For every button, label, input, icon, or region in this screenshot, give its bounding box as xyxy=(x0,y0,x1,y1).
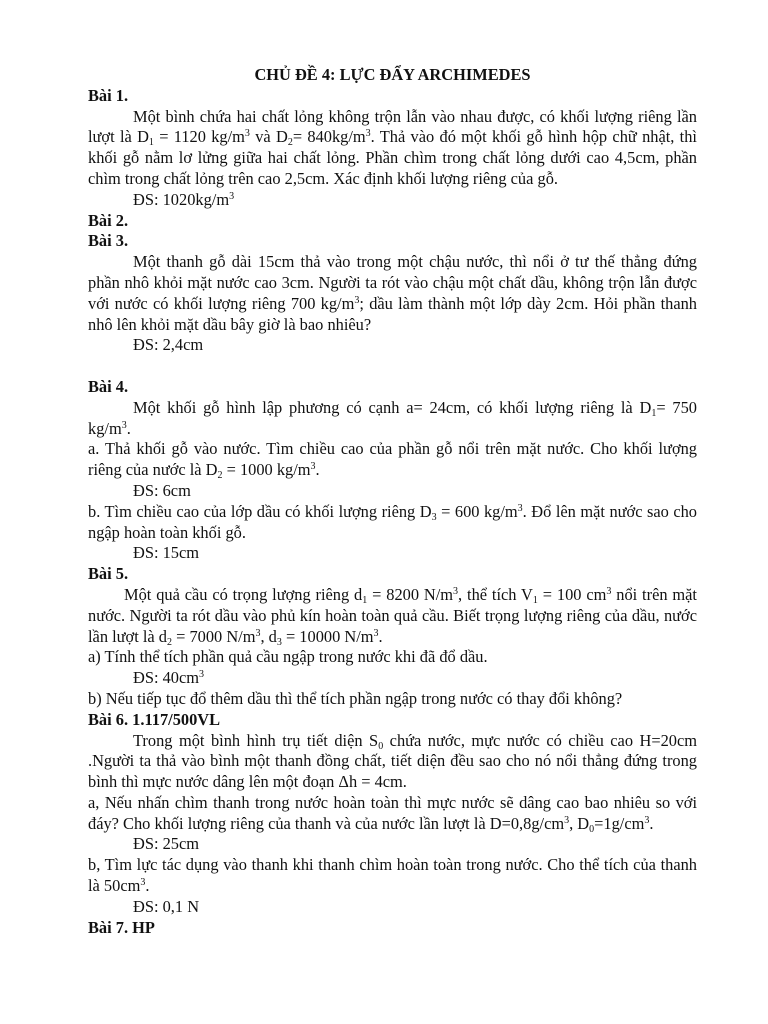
exercise-6-text: Trong một bình hình trụ tiết diện $S_0$ chứa nước, mực nước có chiều cao H=20cm .Người ta thả vào bình một thanh đồng chất, tiết diện đều sao cho nó nổi thẳng đứng trong bình thì mực nước dâng lên một đoạn Δh = 4cm. xyxy=(88,730,698,792)
exercise-3-heading: Bài 3. xyxy=(88,231,129,251)
exercise-4-answer-b: ĐS: 15cm xyxy=(133,543,200,563)
exercise-5-question-a: a) Tính thể tích phần quả cầu ngập trong nước khi đã đổ dầu. xyxy=(88,647,488,667)
exercise-6-answer-a: ĐS: 25cm xyxy=(133,834,200,854)
document-title: CHỦ ĐỀ 4: LỰC ĐẨY ARCHIMEDES xyxy=(254,65,531,84)
exercise-1-answer: ĐS: $1020kg/m^3$ xyxy=(133,189,235,209)
exercise-5-text: Một quả cầu có trọng lượng riêng $d_1 = 8200$ $N/m^3$, thể tích $V_1 = 100$ $cm^3$ nổi trên mặt nước. Người ta rót dầu vào phủ kín hoàn toàn quả cầu. Biết trọng lượng riêng của dầu, nước lần lượt là $d_2 = 7000$ $N/m^3$, $d_3 = 10000$ $N/m^3$. xyxy=(88,584,697,648)
blank-line xyxy=(88,356,697,377)
exercise-5-question-b: b) Nếu tiếp tục đổ thêm dầu thì thể tích phần ngập trong nước có thay đổi không? xyxy=(88,688,623,708)
exercise-7-heading: Bài 7. HP xyxy=(88,917,155,937)
exercise-4-heading: Bài 4. xyxy=(88,376,129,396)
exercise-4-part-a: a. Thả khối gỗ vào nước. Tìm chiều cao của phần gỗ nổi trên mặt nước. Cho khối lượng riêng của nước là $D_2 = 1000$ $kg/m^3$. xyxy=(88,439,697,482)
exercise-6-part-b: b, Tìm lực tác dụng vào thanh khi thanh chìm hoàn toàn trong nước. Cho thể tích của thanh là $50cm^3$. xyxy=(88,855,697,896)
document-page xyxy=(88,65,697,938)
exercise-4-text: Một khối gỗ hình lập phương có cạnh a= 24cm, có khối lượng riêng là $D_1= 750$ $kg/m^3$. xyxy=(88,397,697,438)
exercise-5-heading: Bài 5. xyxy=(88,564,129,584)
exercise-6-heading: Bài 6. 1.117/500VL xyxy=(88,709,221,729)
exercise-6-part-a: a, Nếu nhấn chìm thanh trong nước hoàn toàn thì mực nước sẽ dâng cao bao nhiêu so với đáy? Cho khối lượng riêng của thanh và của nước lần lượt là $D=0,8g/cm^3$, $D_0=1g/cm^3$. xyxy=(88,792,697,835)
exercise-1-text: Một bình chứa hai chất lỏng không trộn lẫn vào nhau được, có khối lượng riêng lần lượt là $D_1 = 1120$ $kg/m^3$ và $D_2= 840kg/m^3$. Thả vào đó một khối gỗ hình hộp chữ nhật, thì khối gỗ nằm lơ lửng giữa hai chất lỏng. Phần chìm trong chất lỏng dưới cao 4,5cm, phần chìm trong chất lỏng trên cao 2,5cm. Xác định khối lượng riêng của gỗ. xyxy=(88,106,697,188)
exercise-5-answer-a: ĐS: $40cm^3$ xyxy=(133,668,205,688)
exercise-2-heading: Bài 2. xyxy=(88,210,129,230)
exercise-3-text: Một thanh gỗ dài 15cm thả vào trong một chậu nước, thì nổi ở tư thế thẳng đứng phần nhô khỏi mặt nước cao 3cm. Người ta rót vào chậu một chất dầu, không trộn lẫn được với nước có khối lượng riêng 700 $kg/m^3$; dầu làm thành một lớp dày 2cm. Hỏi phần thanh nhô lên khỏi mặt dầu bây giờ là bao nhiêu? xyxy=(88,252,698,334)
exercise-3-answer: ĐS: 2,4cm xyxy=(133,335,204,355)
exercise-1-heading: Bài 1. xyxy=(88,85,129,105)
exercise-4-part-b: b. Tìm chiều cao của lớp dầu có khối lượng riêng $D_3 = 600$ $kg/m^3$. Đổ lên mặt nước sao cho ngập hoàn toàn khối gỗ. xyxy=(88,501,697,542)
exercise-4-answer-a: ĐS: 6cm xyxy=(133,480,191,500)
exercise-6-answer-b: ĐS: 0,1 N xyxy=(133,896,200,916)
